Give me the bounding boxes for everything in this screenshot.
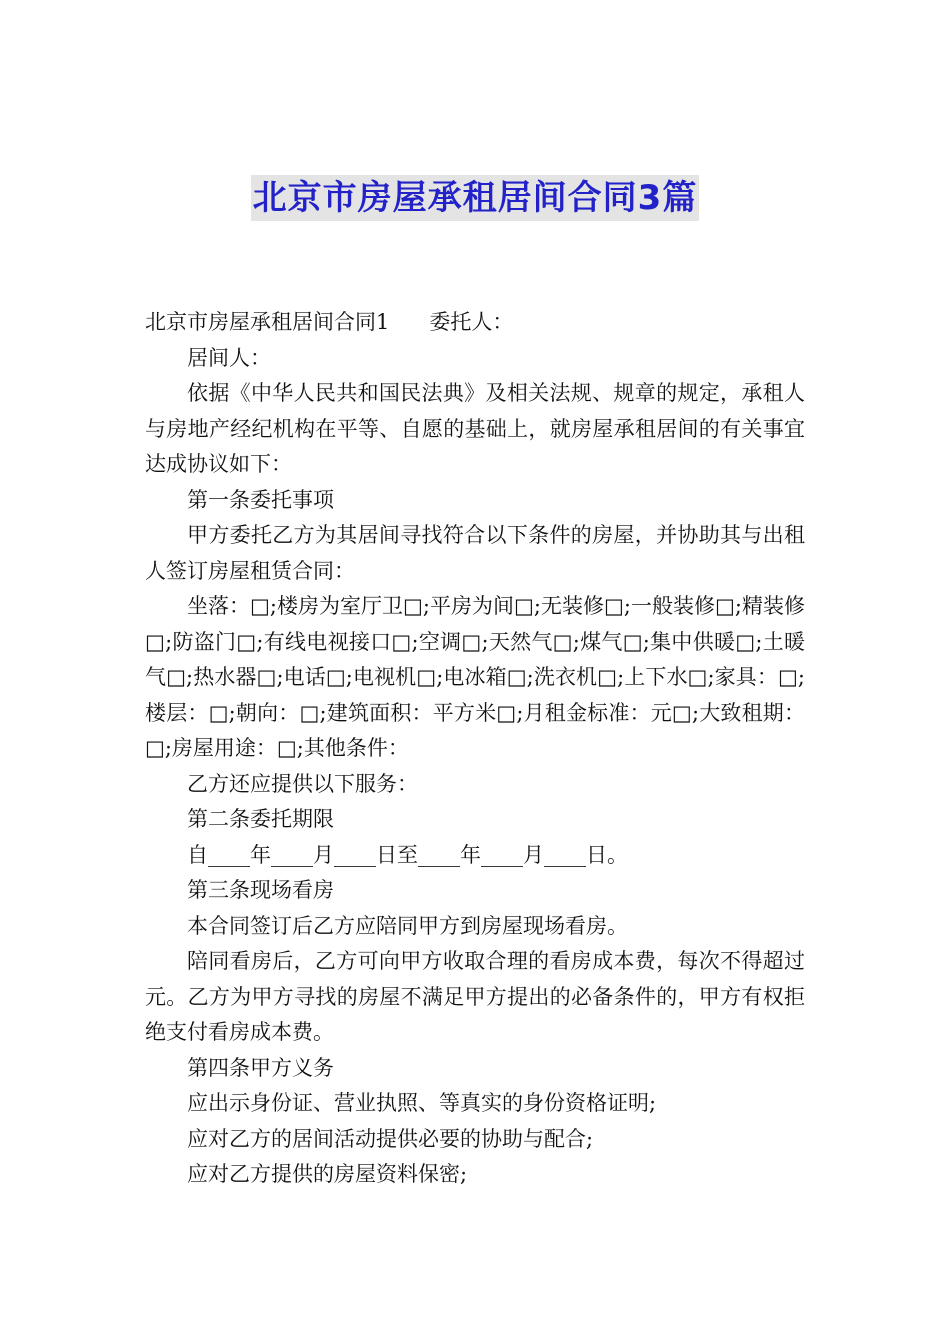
section-heading: 第四条甲方义务 — [187, 1055, 334, 1080]
paragraph: 应对乙方提供的房屋资料保密; — [187, 1162, 468, 1186]
paragraph: 本合同签订后乙方应陪同甲方到房屋现场看房。 — [187, 913, 628, 938]
paragraph: 甲方委托乙方为其居间寻找符合以下条件的房屋，并协助其与出租人签订房屋租赁合同： — [145, 523, 805, 583]
document-title-wrapper — [0, 175, 950, 223]
paragraph: 居间人： — [187, 345, 271, 370]
section-heading: 第一条委托事项 — [187, 487, 334, 512]
first-line — [145, 305, 805, 341]
section-heading: 第二条委托期限 — [187, 807, 334, 831]
document-title: 北京市房屋承租居间合同3篇 — [251, 175, 700, 221]
paragraph: 应出示身份证、营业执照、等真实的身份资格证明; — [187, 1091, 657, 1115]
section-heading: 第三条现场看房 — [187, 878, 334, 902]
paragraph: 自____年____月____日至____年____月____日。 — [187, 842, 628, 867]
paragraph: 陪同看房后，乙方可向甲方收取合理的看房成本费，每次不得超过元。乙方为甲方寻找的房屋不满足甲方提出的必备条件的，甲方有权拒绝支付看房成本费。 — [145, 949, 805, 1044]
principal-label: 委托人： — [429, 310, 514, 334]
paragraph: 乙方还应提供以下服务： — [187, 771, 418, 796]
contract-heading: 北京市房屋承租居间合同1 — [145, 310, 390, 334]
paragraph: 坐落：□;楼房为室厅卫□;平房为间□;无装修□;一般装修□;精装修□;防盗门□;有线电视接口□;空调□;天然气□;煤气□;集中供暖□;土暖气□;热水器□;电话□;电视机□;电冰箱□;洗衣机□;上下水□;家具：□;楼层：□;朝向：□;建筑面积：平方米□;月租金标准：元□;大致租期：□;房屋用途：□;其他条件： — [145, 594, 805, 760]
paragraph: 依据《中华人民共和国民法典》及相关法规、规章的规定，承租人与房地产经纪机构在平等、自愿的基础上，就房屋承租居间的有关事宜达成协议如下： — [145, 381, 805, 476]
paragraph: 应对乙方的居间活动提供必要的协助与配合; — [187, 1126, 594, 1151]
document-body — [145, 305, 805, 1193]
